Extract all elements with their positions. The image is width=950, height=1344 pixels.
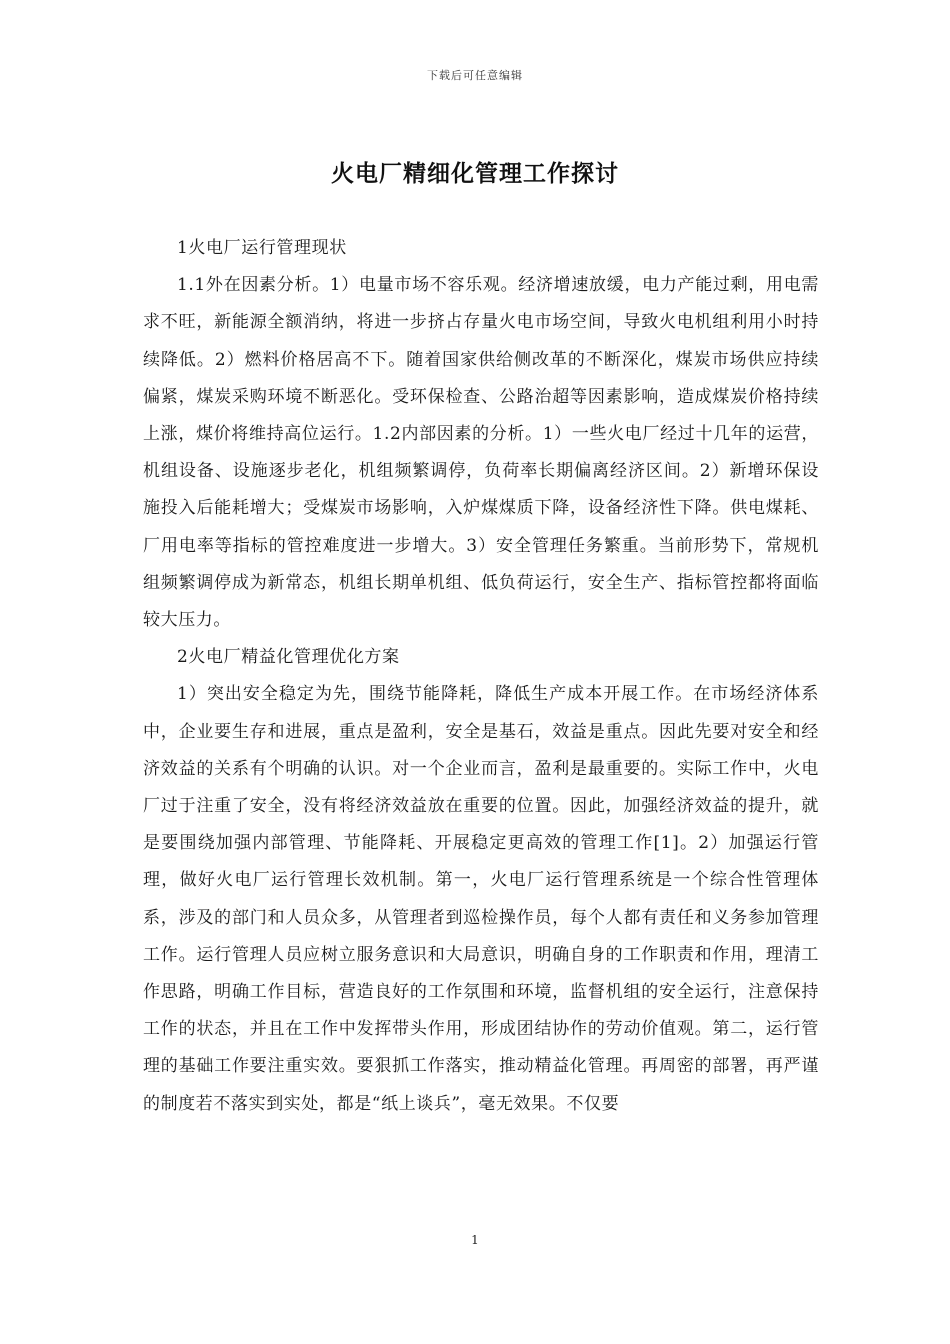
section-heading-2: 2火电厂精益化管理优化方案 xyxy=(177,647,400,668)
section-paragraph-2: 1）突出安全稳定为先，围绕节能降耗，降低生产成本开展工作。在市场经济体系中，企业要生存和进展，重点是盈利，安全是基石，效益是重点。因此先要对安全和经济效益的关系有个明确的认识。对一个企业而言，盈利是最重要的。实际工作中，火电厂过于注重了安全，没有将经济效益放在重要的位置。因此，加强经济效益的提升，就是要围绕加强内部管理、节能降耗、开展稳定更高效的管理工作[1]。2）加强运行管理，做好火电厂运行管理长效机制。第一，火电厂运行管理系统是一个综合性管理体系，涉及的部门和人员众多，从管理者到巡检操作员，每个人都有责任和义务参加管理工作。运行管理人员应树立服务意识和大局意识，明确自身的工作职责和作用，理清工作思路，明确工作目标，营造良好的工作氛围和环境，监督机组的安全运行，注意保持工作的状态，并且在工作中发挥带头作用，形成团结协作的劳动价值观。第二，运行管理的基础工作要注重实效。要狠抓工作落实，推动精益化管理。再周密的部署，再严谨的制度若不落实到实处，都是“纸上谈兵”，毫无效果。不仅要 xyxy=(143,684,819,1114)
section-paragraph-1: 1.1外在因素分析。1）电量市场不容乐观。经济增速放缓，电力产能过剩，用电需求不旺，新能源全额消纳，将进一步挤占存量火电市场空间，导致火电机组利用小时持续降低。2）燃料价格居高不下。随着国家供给侧改革的不断深化，煤炭市场供应持续偏紧，煤炭采购环境不断恶化。受环保检查、公路治超等因素影响，造成煤炭价格持续上涨，煤价将维持高位运行。1.2内部因素的分析。1）一些火电厂经过十几年的运营，机组设备、设施逐步老化，机组频繁调停，负荷率长期偏离经济区间。2）新增环保设施投入后能耗增大；受煤炭市场影响，入炉煤煤质下降，设备经济性下降。供电煤耗、厂用电率等指标的管控难度进一步增大。3）安全管理任务繁重。当前形势下，常规机组频繁调停成为新常态，机组长期单机组、低负荷运行，安全生产、指标管控都将面临较大压力。 xyxy=(143,275,819,631)
document-body xyxy=(143,230,819,1123)
section-heading-1: 1火电厂运行管理现状 xyxy=(177,238,347,258)
download-note: 下载后可任意编辑 xyxy=(427,69,523,82)
page-number: 1 xyxy=(471,1233,479,1247)
document-title: 火电厂精细化管理工作探讨 xyxy=(331,160,619,187)
